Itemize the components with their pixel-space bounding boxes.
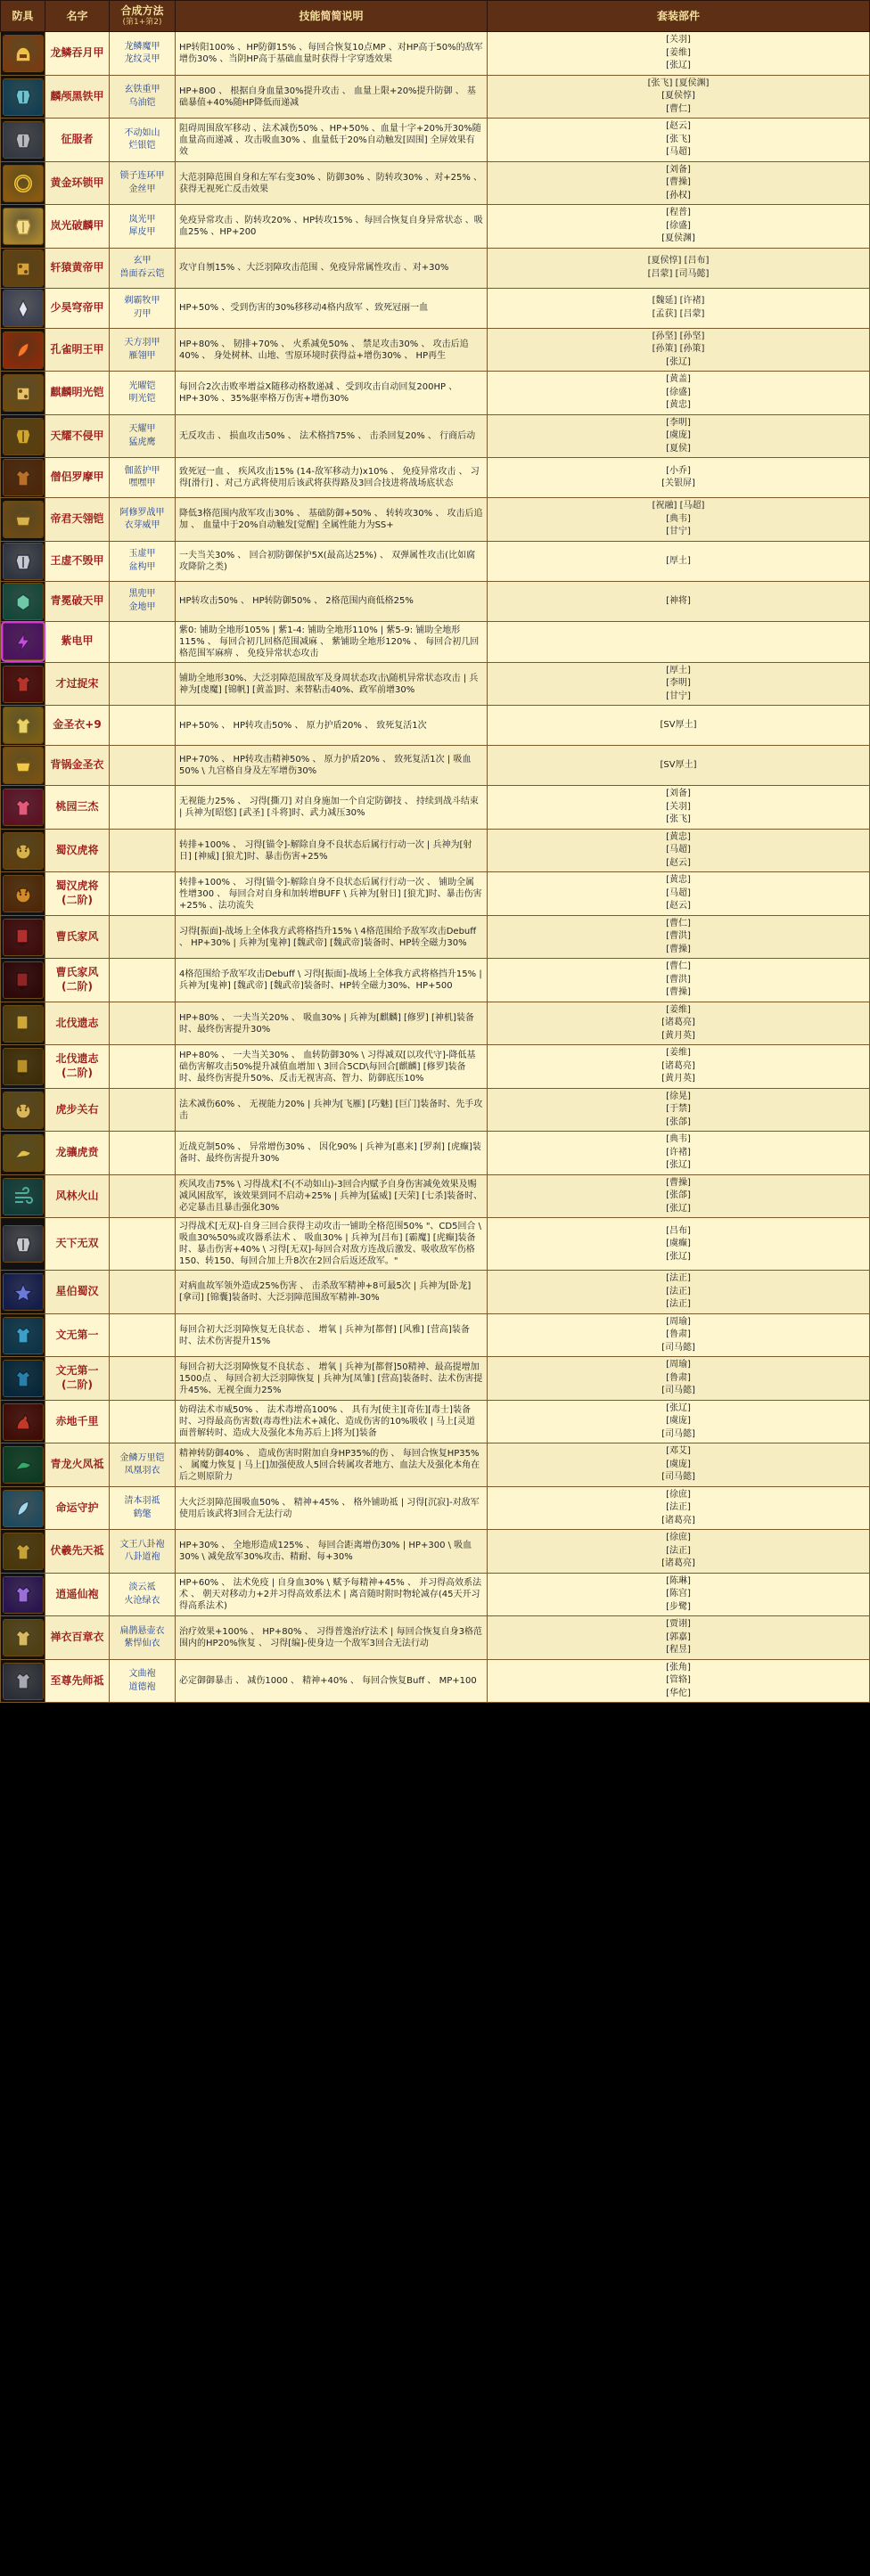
table-row [1, 372, 870, 415]
armor-recipe: 不动如山 烂银铠 [110, 119, 176, 162]
table-body [1, 32, 870, 1703]
armor-description: HP转攻击50% 、 HP转防御50% 、 2格范围内商低格25% [176, 581, 488, 621]
armor-icon-cell[interactable] [1, 1400, 45, 1443]
armor-set-parts: [曹仁] [曹洪] [曹操] [488, 959, 870, 1002]
armor-recipe [110, 1045, 176, 1089]
armor-set-parts: [邓艾] [虞庞] [司马懿] [488, 1443, 870, 1487]
armor-set-parts: [徐晃] [于禁] [张郃] [488, 1088, 870, 1132]
armor-set-parts: [张飞] [夏侯渊] [夏侯惇] [曹仁] [488, 75, 870, 119]
armor-description: 每回合初大泛羽障恢复无良状态 、 增氧 | 兵神为[都督] [风雅] [营高]装备时、法术伤害提升15% [176, 1313, 488, 1357]
armor-icon-cell[interactable] [1, 541, 45, 581]
armor-name: 青龙火凤祗 [45, 1443, 110, 1487]
armor-recipe [110, 1271, 176, 1314]
armor-icon-beifa2[interactable] [3, 1048, 44, 1085]
armor-description: HP+60% 、 法术免疫 | 自身血30% \ 赋予每精神+45% 、 并习得高效系法术 、 朝天对移动力+2并习得高效系法术 | 离音随时附时物轮减存(45天开习得高系法术) [176, 1573, 488, 1616]
armor-name: 逍遥仙袍 [45, 1573, 110, 1616]
armor-icon-cell[interactable] [1, 1486, 45, 1530]
armor-icon-hujian[interactable] [3, 1092, 44, 1129]
table-row [1, 1659, 870, 1703]
armor-name: 背锅金圣衣 [45, 746, 110, 786]
armor-name: 征服者 [45, 119, 110, 162]
armor-description: 阻碍周围敌军移动 、法术减伤50% 、HP+50% 、血量十字+20%开30%随血量高而递减 、攻击吸血30% 、血量低于20%自动触发[固围] 全屏效果有效 [176, 119, 488, 162]
table-row [1, 959, 870, 1002]
armor-icon-mingyun[interactable] [3, 1490, 44, 1527]
armor-icon-seng[interactable] [3, 459, 44, 496]
armor-icon-longxiang[interactable] [3, 1134, 44, 1172]
armor-name: 麒麟明光铠 [45, 372, 110, 415]
armor-icon-xuanling[interactable] [3, 78, 44, 116]
armor-name: 星伯蜀汉 [45, 1271, 110, 1314]
armor-recipe: 天耀甲 猛虎鹰 [110, 414, 176, 458]
armor-recipe: 玉虚甲 盆构甲 [110, 541, 176, 581]
armor-recipe [110, 1002, 176, 1045]
armor-recipe: 锁子连环甲 金丝甲 [110, 161, 176, 205]
armor-name: 至尊先师祗 [45, 1659, 110, 1703]
armor-recipe: 伽蓝护甲 嘿嘿甲 [110, 458, 176, 498]
armor-icon-cell[interactable] [1, 498, 45, 542]
armor-recipe [110, 746, 176, 786]
armor-icon-zhizun[interactable] [3, 1663, 44, 1700]
armor-name: 龙鳞吞月甲 [45, 32, 110, 76]
armor-icon-cell[interactable] [1, 1357, 45, 1401]
armor-icon-zhengfu[interactable] [3, 121, 44, 159]
armor-set-parts: [程普] [徐盛] [夏侯渊] [488, 205, 870, 249]
armor-recipe [110, 872, 176, 916]
armor-name: 麟颅黑铁甲 [45, 75, 110, 119]
table-row [1, 1443, 870, 1487]
armor-icon-cell[interactable] [1, 1002, 45, 1045]
armor-icon-cell[interactable] [1, 75, 45, 119]
armor-name: 虎步关右 [45, 1088, 110, 1132]
armor-icon-beifa1[interactable] [3, 1005, 44, 1043]
table-row [1, 829, 870, 872]
armor-icon-huangjin[interactable] [3, 165, 44, 202]
armor-icon-cell[interactable] [1, 119, 45, 162]
armor-icon-wangxu[interactable] [3, 543, 44, 580]
armor-description: 转排+100% 、 习得[锚令]-解除自身不良状态后属行行动一次 | 兵神为[射日] [神威] [狼尤]时、暴击伤害+25% [176, 829, 488, 872]
armor-icon-shuhan1[interactable] [3, 832, 44, 870]
armor-icon-cell[interactable] [1, 1530, 45, 1574]
armor-description: HP+80% 、 一夫当关30% 、 血转防御30% \ 习得减双[以攻代守]-降低基础伤害解攻击50%提升减值血增加 \ 3回合5CD\每回合[麒麟] [修罗]装备时、最终伤害提升50%、反击无视害高、智力、防御底压10% [176, 1045, 488, 1089]
armor-recipe [110, 1088, 176, 1132]
armor-set-parts: [曹仁] [曹洪] [曹操] [488, 915, 870, 959]
armor-description: 免疫异常攻击 、防转攻20% 、HP转攻15% 、每回合恢复自身异常状态 、吸血25% 、HP+200 [176, 205, 488, 249]
armor-set-parts: [关羽] [姜维] [张辽] [488, 32, 870, 76]
armor-name: 命运守护 [45, 1486, 110, 1530]
armor-set-parts: [神将] [488, 581, 870, 621]
armor-description: 习得战术[无双]-自身三回合获得主动攻击一铺助全格范围50% "、CD5回合 \ 吸血30%50%或攻器系法术 、 吸血30% | 兵神为[吕布] [霸魔] [虎癫]装备时、暴击伤害+40% \ 习得[无双]-每回合对敌方连战后激发、吸收敌军伤格150、转150、每回合加上升8次在2回合后返还敌军。" [176, 1218, 488, 1271]
table-row [1, 119, 870, 162]
table-row [1, 328, 870, 372]
armor-set-parts [488, 621, 870, 662]
armor-name: 天下无双 [45, 1218, 110, 1271]
armor-icon-cell[interactable] [1, 372, 45, 415]
armor-icon-cell[interactable] [1, 161, 45, 205]
armor-name: 才过捉宋 [45, 662, 110, 706]
armor-name: 曹氏家风 [45, 915, 110, 959]
armor-set-parts: [刘备] [曹操] [孙权] [488, 161, 870, 205]
armor-set-parts: [典韦] [许褚] [张辽] [488, 1132, 870, 1175]
table-row [1, 458, 870, 498]
armor-icon-dijun[interactable] [3, 501, 44, 538]
armor-icon-cell[interactable] [1, 328, 45, 372]
armor-description: 习得[振面]-战场上全体我方武将格挡升15% \ 4格范围给予敌军攻击Debuff 、 HP+30% | 兵神为[鬼神] [魏武帝] [魏武帝]装备时、HP转全磁力30% [176, 915, 488, 959]
armor-icon-cell[interactable] [1, 872, 45, 916]
armor-set-parts: [周瑜] [鲁肃] [司马懿] [488, 1357, 870, 1401]
armor-icon-chidi[interactable] [3, 1403, 44, 1441]
armor-icon-taoyuan[interactable] [3, 789, 44, 826]
armor-recipe: 龙鳞魔甲 龙纹灵甲 [110, 32, 176, 76]
table-row [1, 1616, 870, 1660]
armor-set-parts: [法正] [法正] [法正] [488, 1271, 870, 1314]
table-row [1, 75, 870, 119]
table-row [1, 872, 870, 916]
armor-recipe [110, 621, 176, 662]
armor-icon-wenwu2[interactable] [3, 1360, 44, 1397]
table-row [1, 288, 870, 328]
table-row [1, 248, 870, 288]
armor-icon-cell[interactable] [1, 1045, 45, 1089]
armor-icon-cell[interactable] [1, 248, 45, 288]
armor-icon-cell[interactable] [1, 959, 45, 1002]
armor-icon-qingyu[interactable] [3, 583, 44, 620]
armor-recipe: 扁鹊悬壶衣 紫悍仙衣 [110, 1616, 176, 1660]
armor-set-parts: [李明] [虞庞] [夏侯] [488, 414, 870, 458]
col-header-icon: 防具 [1, 1, 45, 32]
armor-description: 铺助全地形30%、大泛羽障范围敌军及身周状态攻击\随机异常状态攻击 | 兵神为[虔魔] [锦帆] [黄盖]时、来替粘击40%、政军前增30% [176, 662, 488, 706]
armor-name: 风林火山 [45, 1174, 110, 1218]
armor-icon-caizi[interactable] [3, 666, 44, 703]
armor-name: 帝君天翎铠 [45, 498, 110, 542]
col-header-name: 名字 [45, 1, 110, 32]
armor-icon-chanjiao[interactable] [3, 1619, 44, 1656]
armor-icon-cell[interactable] [1, 915, 45, 959]
armor-name: 文无第一 [45, 1313, 110, 1357]
armor-icon-caoshi2[interactable] [3, 961, 44, 999]
armor-icon-cell[interactable] [1, 1271, 45, 1314]
armor-set-parts: [陈琳] [陈宫] [步鹭] [488, 1573, 870, 1616]
armor-name: 轩猿黄帝甲 [45, 248, 110, 288]
armor-description: 每回合2次击败率增益X随移动格数递减 、受到攻击自动回复200HP 、HP+30% 、35%驱率格万伤害+增伤30% [176, 372, 488, 415]
armor-description: 紫0: 铺助全地形105% | 紫1-4: 铺助全地形110% | 紫5-9: 铺助全地形115% 、 每回合初几回格范围减麻 、 紫铺助全地形120% 、 每回合初几回格范围军麻痹 、 免疫异常状态攻击 [176, 621, 488, 662]
armor-description: 转排+100% 、 习得[锚令]-解除自身不良状态后属行行动一次 、 铺助全属性增300 、 每回合对自身和加转增BUFF \ 兵神为[射日] [狼尤]时、暴击伤害+25% 、法功流失 [176, 872, 488, 916]
armor-icon-cell[interactable] [1, 288, 45, 328]
armor-set-parts: [赵云] [张飞] [马超] [488, 119, 870, 162]
armor-set-parts: [SV厚土] [488, 706, 870, 746]
armor-description: 必定御御暴击 、 减伤1000 、 精神+40% 、 每回合恢复Buff 、 MP+100 [176, 1659, 488, 1703]
armor-description: 4格范围给予敌军攻击Debuff \ 习得[振面]-战场上全体我方武将格挡升15% | 兵神为[鬼神] [魏武帝] [魏武帝]装备时、HP转全磁力30%、HP+500 [176, 959, 488, 1002]
table-row [1, 1313, 870, 1357]
armor-recipe [110, 1313, 176, 1357]
table-row [1, 621, 870, 662]
armor-set-parts: [张辽] [虞庞] [司马懿] [488, 1400, 870, 1443]
armor-set-parts: [姜维] [诸葛亮] [黄月英] [488, 1045, 870, 1089]
armor-name: 文无第一 (二阶) [45, 1357, 110, 1401]
armor-icon-qilin[interactable] [3, 374, 44, 412]
armor-icon-cell[interactable] [1, 1218, 45, 1271]
armor-icon-tianyao[interactable] [3, 418, 44, 455]
armor-name: 蜀汉虎将 (二阶) [45, 872, 110, 916]
armor-description: 近战克制50% 、 异常增伤30% 、 因化90% | 兵神为[惠来] [罗刹] [虎癫]装备时、最终伤害提升30% [176, 1132, 488, 1175]
armor-recipe: 黑兜甲 金地甲 [110, 581, 176, 621]
armor-description: HP+50% 、 HP转攻击50% 、 原力护盾20% 、 致死复活1次 [176, 706, 488, 746]
armor-name: 王虚不毁甲 [45, 541, 110, 581]
armor-name: 岚光破麟甲 [45, 205, 110, 249]
table-row [1, 1218, 870, 1271]
armor-set-parts: [SV厚土] [488, 746, 870, 786]
armor-recipe [110, 706, 176, 746]
armor-name: 桃园三杰 [45, 786, 110, 830]
armor-description: HP+800 、 根据自身血量30%提升攻击 、 血量上限+20%提升防御 、 基础暴值+40%随HP降低而递减 [176, 75, 488, 119]
armor-icon-cell[interactable] [1, 32, 45, 76]
armor-description: 妨碍法术市威50% 、 法术毒增高100% 、 具有为[使主][奇佐][毒士]装备时、习得最高伤害数(毒毒性)法术+减化、造成伤害的10%吸收 | 马上[灵道面普解转时、造成大及强化本角苏后上]将为[]装备 [176, 1400, 488, 1443]
armor-icon-cell[interactable] [1, 786, 45, 830]
armor-icon-cell[interactable] [1, 414, 45, 458]
armor-icon-beiguo[interactable] [3, 747, 44, 784]
armor-recipe: 天方羽甲 雁翎甲 [110, 328, 176, 372]
table-row [1, 746, 870, 786]
armor-icon-fuxi[interactable] [3, 1533, 44, 1570]
armor-recipe: 金鳞万里铠 凤凰羽衣 [110, 1443, 176, 1487]
armor-icon-cell[interactable] [1, 1443, 45, 1487]
armor-icon-wenwu1[interactable] [3, 1317, 44, 1354]
table-row [1, 1132, 870, 1175]
armor-recipe: 玄铁重甲 乌油铠 [110, 75, 176, 119]
armor-recipe [110, 829, 176, 872]
armor-description: 大火泛羽障范围吸血50% 、 精神+45% 、 格外铺助祗 | 习得[沉寂]-对敌军使用后该武将3回合无法行动 [176, 1486, 488, 1530]
armor-recipe [110, 786, 176, 830]
armor-recipe [110, 1132, 176, 1175]
armor-recipe [110, 1218, 176, 1271]
armor-description: 无视能力25% 、 习得[撕刀] 对自身施加一个自定防御技 、 持续到战斗结束 | 兵神为[昭悠] [武圣] [斗将]时、武力减压30% [176, 786, 488, 830]
armor-icon-cell[interactable] [1, 205, 45, 249]
armor-set-parts: [黄忠] [马超] [赵云] [488, 829, 870, 872]
armor-name: 少昊穹帝甲 [45, 288, 110, 328]
armor-name: 金圣衣+9 [45, 706, 110, 746]
armor-description: 降低3格范围内敌军攻击30% 、 基础防御+50% 、 转转攻30% 、 攻击后追加 、 血量中于20%自动触发[觉醒] 全属性能力为SS+ [176, 498, 488, 542]
table-row [1, 32, 870, 76]
armor-icon-cell[interactable] [1, 829, 45, 872]
armor-set-parts: [徐庶] [法正] [诸葛亮] [488, 1486, 870, 1530]
armor-description: HP+50% 、受到伤害的30%移移动4格内敌军 、致死冠丽一血 [176, 288, 488, 328]
armor-description: 疾风攻击75% \ 习得战术[不(不动如山)-3回合内赋予自身伤害减免效果及赐减风困敌军，该效果到同不启动+25% | 兵神为[猛威] [天荣] [七杀]装备时、必定暴击且暴击强化30% [176, 1174, 488, 1218]
armor-recipe [110, 1174, 176, 1218]
armor-description: 精神转防御40% 、 造成伤害时附加自身HP35%的伤 、 每回合恢复HP35% 、 属魔力恢复 | 马上[]加强使敌人5回合转属攻者地方、血法大及强化本角在后之则原阶力 [176, 1443, 488, 1487]
armor-description: 每回合初大泛羽障恢复不良状态 、 增氧 | 兵神为[都督]50精神、最高提增加1500点 、 每回合初大泛羽障恢复 | 兵神为[凤雏] [营高]装备时、法术伤害提升45%、无视全面力25% [176, 1357, 488, 1401]
armor-set-parts: [吕布] [虞癫] [张辽] [488, 1218, 870, 1271]
armor-set-parts: [刘备] [关羽] [张飞] [488, 786, 870, 830]
armor-name: 龙骧虎贲 [45, 1132, 110, 1175]
armor-recipe: 玄甲 兽面吞云铠 [110, 248, 176, 288]
armor-icon-cell[interactable] [1, 1132, 45, 1175]
armor-name: 曹氏家风 (二阶) [45, 959, 110, 1002]
table-row [1, 1002, 870, 1045]
armor-set-parts: [周瑜] [鲁肃] [司马懿] [488, 1313, 870, 1357]
armor-icon-zidian[interactable] [3, 623, 44, 660]
armor-name: 孔雀明王甲 [45, 328, 110, 372]
armor-set-parts: [曹操] [张郃] [张辽] [488, 1174, 870, 1218]
armor-recipe: 剃霸牧甲 刃甲 [110, 288, 176, 328]
armor-description: 对病血故军领外造成25%伤害 、 击杀敌军精神+8可最5次 | 兵神为[卧龙] [拿司] [锦囊]装备时、大泛羽障范围敌军精神-30% [176, 1271, 488, 1314]
armor-set-parts: [厚土] [李明] [甘宁] [488, 662, 870, 706]
armor-recipe [110, 915, 176, 959]
armor-icon-cell[interactable] [1, 1174, 45, 1218]
armor-name: 青冕破天甲 [45, 581, 110, 621]
armor-icon-shaohao[interactable] [3, 290, 44, 327]
armor-recipe: 光曜铠 明光铠 [110, 372, 176, 415]
col-header-parts: 套装部件 [488, 1, 870, 32]
armor-description: HP转阳100% 、HP防御15% 、每回合恢复10点MP 、对HP高于50%的敌军增伤30% 、当阴HP高于基础血量时获得十字穿透效果 [176, 32, 488, 76]
armor-icon-cell[interactable] [1, 458, 45, 498]
col-header-desc: 技能简简说明 [176, 1, 488, 32]
table-row [1, 1174, 870, 1218]
armor-icon-cell[interactable] [1, 1659, 45, 1703]
armor-description: 无反攻击 、 损血攻击50% 、 法术格挡75% 、 击杀回复20% 、 行商后动 [176, 414, 488, 458]
armor-description: HP+30% 、 全地形造成125% 、 每回合距离增伤30% | HP+300 \ 吸血30% \ 减免敌军30%攻击、精耐、每+30% [176, 1530, 488, 1574]
armor-set-parts: [姜维] [诸葛亮] [黄月英] [488, 1002, 870, 1045]
armor-description: 大范羽障范围自身和左军右变30% 、防御30% 、防转攻30% 、对+25% 、获得无视死亡反击效果 [176, 161, 488, 205]
armor-set-parts: [徐庶] [法正] [诸葛亮] [488, 1530, 870, 1574]
table-row [1, 161, 870, 205]
table-row [1, 205, 870, 249]
armor-description: HP+80% 、 韧排+70% 、 火系减免50% 、 禁足攻击30% 、 攻击后追40% 、 身处树林、山地、雪原环境时获得益+增伤30% 、 HP再生 [176, 328, 488, 372]
armor-icon-languang[interactable] [3, 208, 44, 245]
armor-recipe: 文曲袍 道德袍 [110, 1659, 176, 1703]
armor-name: 僧侣罗摩甲 [45, 458, 110, 498]
armor-description: 一夫当关30% 、 回合初防御保护5X(最高达25%) 、 双弹属性攻击(比如腐攻降阶之类) [176, 541, 488, 581]
armor-set-parts: [夏侯惇] [吕布] [吕蒙] [司马懿] [488, 248, 870, 288]
armor-name: 伏羲先天祗 [45, 1530, 110, 1574]
table-row [1, 498, 870, 542]
armor-recipe: 岚光甲 犀皮甲 [110, 205, 176, 249]
armor-recipe [110, 1400, 176, 1443]
armor-recipe [110, 662, 176, 706]
armor-icon-qinglong[interactable] [3, 1446, 44, 1484]
armor-icon-cell[interactable] [1, 581, 45, 621]
table-row [1, 1400, 870, 1443]
armor-name: 禅衣百章衣 [45, 1616, 110, 1660]
table-row [1, 541, 870, 581]
table-row [1, 706, 870, 746]
armor-icon-cell[interactable] [1, 1616, 45, 1660]
table-row [1, 1045, 870, 1089]
armor-icon-longyan[interactable] [3, 35, 44, 72]
table-row [1, 1486, 870, 1530]
col-header-recipe: 合成方法 (第1+第2) [110, 1, 176, 32]
armor-recipe: 淡云祗 火沧绿衣 [110, 1573, 176, 1616]
armor-icon-cell[interactable] [1, 1573, 45, 1616]
armor-description: 攻守自刎15% 、大泛羽障攻击范围 、免疫异常属性攻击 、对+30% [176, 248, 488, 288]
armor-name: 蜀汉虎将 [45, 829, 110, 872]
armor-icon-cell[interactable] [1, 706, 45, 746]
armor-set-parts: [黄盖] [徐盛] [黄忠] [488, 372, 870, 415]
armor-recipe: 清本羽祗 鹤氅 [110, 1486, 176, 1530]
armor-icon-cell[interactable] [1, 1313, 45, 1357]
table-row [1, 662, 870, 706]
armor-icon-cell[interactable] [1, 746, 45, 786]
table-row [1, 1357, 870, 1401]
armor-set-parts: [黄忠] [马超] [赵云] [488, 872, 870, 916]
armor-set-parts: [孙坚] [孙坚] [孙策] [孙策] [张辽] [488, 328, 870, 372]
table-row [1, 1271, 870, 1314]
table-row [1, 1088, 870, 1132]
armor-icon-shuhan2[interactable] [3, 875, 44, 912]
armor-set-parts: [祝融] [马超] [典韦] [甘宁] [488, 498, 870, 542]
armor-icon-cell[interactable] [1, 662, 45, 706]
armor-icon-jinsheng[interactable] [3, 707, 44, 744]
armor-icon-tianxia[interactable] [3, 1225, 44, 1263]
armor-description: 致死冠一血 、 疾风攻击15% (14-敌军移动力)x10% 、 免疫异常攻击 、 习得[滑行] 、对己方武将使用后该武将获得路及3回合技进将战场底状态 [176, 458, 488, 498]
table-row [1, 414, 870, 458]
armor-name: 黄金环锁甲 [45, 161, 110, 205]
armor-name: 紫电甲 [45, 621, 110, 662]
armor-description: 治疗效果+100% 、 HP+80% 、 习得普逸治疗法术 | 每回合恢复自身3格范围内的HP20%恢复 、 习得[编]-使身边一个敌军3回合无法行动 [176, 1616, 488, 1660]
armor-recipe [110, 959, 176, 1002]
armor-set-parts: [小乔] [关银屏] [488, 458, 870, 498]
table-row [1, 786, 870, 830]
table-row [1, 915, 870, 959]
armor-icon-cell[interactable] [1, 621, 45, 662]
armor-name: 赤地千里 [45, 1400, 110, 1443]
armor-name: 北伐遗志 [45, 1002, 110, 1045]
table-row [1, 1530, 870, 1574]
armor-icon-cell[interactable] [1, 1088, 45, 1132]
table-header [1, 1, 870, 32]
armor-recipe: 阿修罗战甲 衣芽威甲 [110, 498, 176, 542]
armor-name: 北伐遗志 (二阶) [45, 1045, 110, 1089]
armor-recipe: 文王八卦袍 八卦道袍 [110, 1530, 176, 1574]
armor-description: HP+80% 、 一夫当关20% 、 吸血30% | 兵神为[麒麟] [修罗] [神机]装备时、最终伤害提升30% [176, 1002, 488, 1045]
armor-icon-xiaoyao[interactable] [3, 1576, 44, 1614]
armor-description: HP+70% 、 HP转攻击精神50% 、 原力护盾20% 、 致死复活1次 | 吸血50% \ 九宫格自身及左军增伤30% [176, 746, 488, 786]
table-row [1, 581, 870, 621]
armor-icon-caoshi1[interactable] [3, 919, 44, 956]
armor-icon-fenglin[interactable] [3, 1178, 44, 1215]
armor-icon-kongque[interactable] [3, 331, 44, 369]
armor-recipe [110, 1357, 176, 1401]
armor-set-parts: [贾诩] [郭嘉] [程昱] [488, 1616, 870, 1660]
armor-description: 法术减伤60% 、 无视能力20% | 兵神为[飞雁] [巧魅] [巨门]装备时、先手攻击 [176, 1088, 488, 1132]
armor-set-parts: [厚土] [488, 541, 870, 581]
armor-set-parts: [魏延] [许褚] [孟获] [吕蒙] [488, 288, 870, 328]
armor-icon-xingchen[interactable] [3, 1273, 44, 1311]
armor-name: 天耀不侵甲 [45, 414, 110, 458]
table-row [1, 1573, 870, 1616]
armor-icon-xuanhuang[interactable] [3, 249, 44, 287]
armor-set-parts: [张角] [管辂] [华佗] [488, 1659, 870, 1703]
